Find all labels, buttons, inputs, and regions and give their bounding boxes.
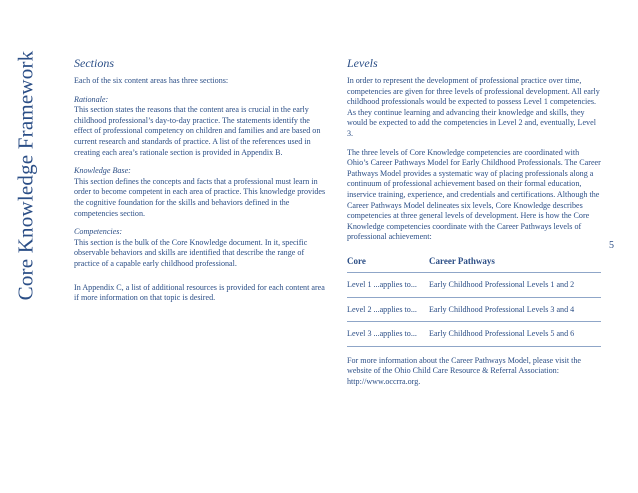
levels-table [347,255,601,347]
row-core: Level 2 ...applies to... [347,304,417,314]
table-row [347,273,601,298]
appendix-note: In Appendix C, a list of additional resources is provided for each content area if more information on that topic is desired. [74,282,325,303]
row-pathways: Early Childhood Professional Levels 5 and 6 [429,329,575,339]
levels-paragraph-1: In order to represent the development of professional practice over time, competencies are given for three levels of professional development. All early childhood professionals would be expected to possess Level 1 competencies. As they continue learning and advancing their knowledge and skills, they would be expected to add the competencies in Level 2 and, eventually, Level 3. [347,76,600,138]
side-title-text: Core Knowledge Framework [13,50,38,300]
page-number: 5 [609,240,614,251]
rationale-label: Rationale: [74,94,109,104]
table-header [347,255,601,273]
side-title [6,45,46,305]
sections-heading: Sections [74,56,114,70]
knowledge-base-text: This section defines the concepts and facts that a professional must learn in order to become competent in each area of practice. This knowledge provides the cognitive foundation for the skills and behaviors defined in the competencies section. [74,176,326,218]
row-core: Level 3 ...applies to... [347,329,417,339]
sections-column [74,56,330,312]
levels-column [347,56,601,395]
sections-intro: Each of the six content areas has three sections: [74,76,229,85]
header-career-pathways: Career Pathways [429,255,495,266]
competencies-label: Competencies: [74,227,123,237]
more-info-paragraph: For more information about the Career Pathways Model, please visit the website of the Ohio Child Care Resource & Referral Association: http://www.occrra.org. [347,355,581,386]
table-row [347,298,601,323]
table-row [347,322,601,347]
knowledge-base-block [74,166,330,219]
levels-heading: Levels [347,56,378,70]
row-pathways: Early Childhood Professional Levels 1 and 2 [429,279,575,289]
levels-paragraph-2: The three levels of Core Knowledge competencies are coordinated with Ohio’s Career Pathways Model for Early Childhood Professionals. The Career Pathways Model provides a systematic way of placing professionals along a continuum of professional achievement based on their formal education, inservice training, experience, and credentials and certifications. Although the Career Pathways Model delineates six levels, Core Knowledge describes competencies at three general levels of development. Here is how the Core Knowledge competencies coordinate with the Career Pathways levels of professional achievement: [347,147,601,242]
row-core: Level 1 ...applies to... [347,279,417,289]
rationale-block [74,95,330,159]
knowledge-base-label: Knowledge Base: [74,166,131,176]
competencies-text: This section is the bulk of the Core Knowledge document. In it, specific observable behaviors and skills are identified that describe the range of practice of a capable early childhood professional. [74,237,308,268]
competencies-block [74,227,330,269]
header-core: Core [347,255,366,266]
rationale-text: This section states the reasons that the content area is crucial in the early childhood professional’s day-to-day practice. The statements identify the effect of professional competency on children and families and are based on current research and standards of practice. A list of the references used in creating each area’s rationale section is provided in Appendix B. [74,105,321,157]
row-pathways: Early Childhood Professional Levels 3 and 4 [429,304,575,314]
